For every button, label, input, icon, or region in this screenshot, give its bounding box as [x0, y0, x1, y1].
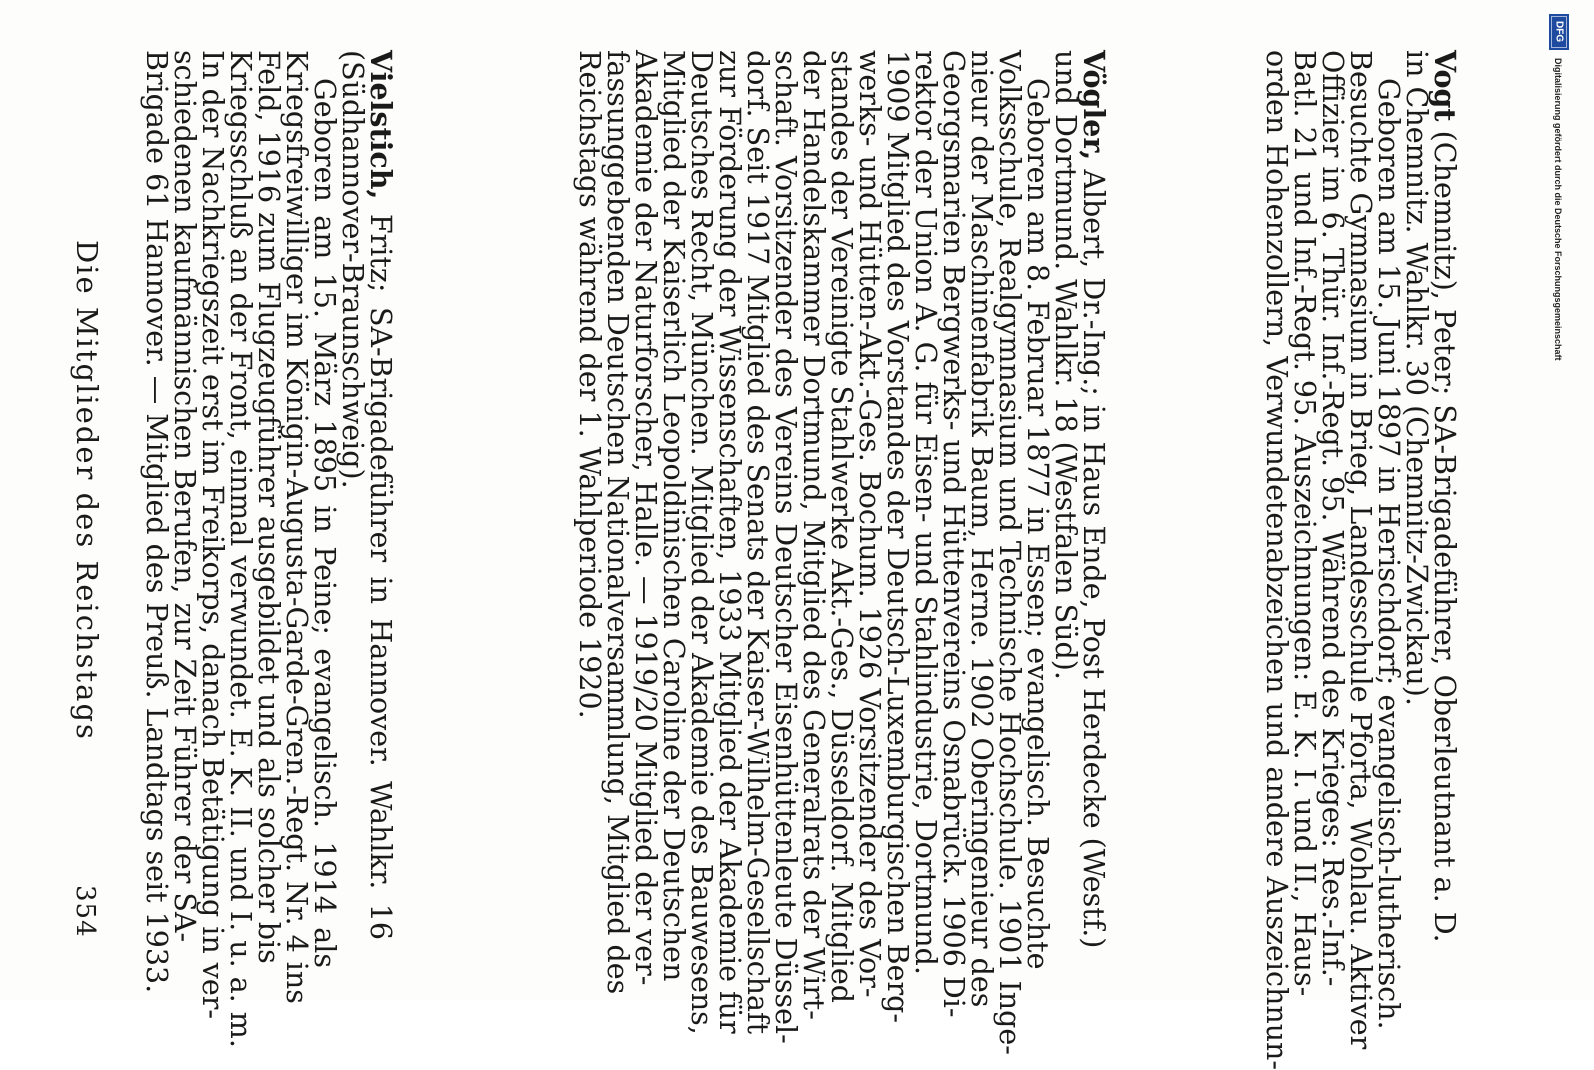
text-line: Geboren am 8. Februar 1877 in Essen; evangelisch. Besuchte: [1021, 78, 1054, 970]
text-line: 1909 Mitglied des Vorstandes der Deutsch-Luxemburgischen Berg-: [881, 50, 914, 1023]
entry-vielstich: [140, 50, 398, 1048]
text-line: Akademie der Naturforscher, Halle. — 1919/20 Mitglied der ver-: [629, 50, 662, 986]
entry-vogt: [1260, 50, 1462, 1070]
text-line: Besuchte Gymnasium in Brieg, Landesschule Pforta, Wohlau. Aktiver: [1344, 50, 1377, 1050]
text-line: Georgsmarien Bergwerks- und Hüttenvereins Osnabrück. 1906 Di-: [937, 50, 970, 1018]
member-name: Vielstich,: [364, 50, 398, 200]
text-line: Vögler, Albert, Dr.-Ing.; in Haus Ende, Post Herdecke (Westf.): [1077, 50, 1111, 949]
text-line: fassunggebenden Deutschen Nationalversammlung, Mitglied des: [601, 50, 634, 995]
text-line: zur Förderung der Wissenschaften, 1933 Mitglied der Akademie für: [713, 50, 746, 1034]
text-line: Offizier im 6. Thür. Inf.-Regt. 95. Während des Krieges: Res.-Inf.-: [1316, 50, 1349, 987]
text-line: Vogt (Chemnitz), Peter; SA-Brigadeführer, Oberleutnant a. D.: [1428, 50, 1462, 943]
digitization-note: Digitalisierung gefördert durch die Deutsche Forschungsgemeinschaft: [1553, 58, 1563, 361]
page-number: 354: [70, 885, 100, 938]
text-line: Geboren am 15. März 1895 in Peine; evangelisch. 1914 als: [308, 78, 341, 968]
member-name: Vögler,: [1077, 50, 1111, 161]
text-line: Brigade 61 Hannover. — Mitglied des Preuß. Landtags seit 1933.: [140, 50, 173, 994]
running-head: Die Mitglieder des Reichstags: [70, 240, 104, 741]
text-line: Vielstich, Fritz; SA-Brigadeführer in Hannover. Wahlkr. 16: [364, 50, 398, 940]
text-line: der Handelskammer Dortmund, Mitglied des Generalrats der Wirt-: [797, 50, 830, 1020]
text-line: schiedenen kaufmännischen Berufen, zur Zeit Führer der SA-: [168, 50, 201, 943]
text-line: in Chemnitz. Wahlkr. 30 (Chemnitz-Zwickau).: [1400, 50, 1433, 706]
text-line: Feld, 1916 zum Flugzeugführer ausgebildet und als solcher bis: [252, 50, 285, 964]
text-line: Batl. 21 und Inf.-Regt. 95. Auszeichnungen: E. K. I. und II., Haus-: [1288, 50, 1321, 997]
text-line: orden Hohenzollern, Verwundetenabzeichen und andere Auszeichnun-: [1260, 50, 1293, 1070]
text-line: Kriegsfreiwilliger im Königin-Augusta-Garde-Gren.-Regt. Nr. 4 ins: [280, 50, 313, 1004]
text-line: nieur der Maschinenfabrik Baum, Herne. 1902 Oberingenieur des: [965, 50, 998, 1008]
dfg-logo: DFG: [1549, 14, 1569, 50]
text-line: In der Nachkriegszeit erst im Freikorps, danach Betätigung in ver-: [196, 50, 229, 1019]
text-line: Volksschule, Realgymnasium und Technische Hochschule. 1901 Inge-: [993, 50, 1026, 1055]
text-line: Reichstags während der 1. Wahlperiode 1920.: [573, 50, 606, 719]
text-line: dorf. Seit 1917 Mitglied des Senats der Kaiser-Wilhelm-Gesellschaft: [741, 50, 774, 1035]
entry-voegler: [573, 50, 1111, 1055]
text-line: Kriegsschluß an der Front, einmal verwundet. E. K. II. und I. u. a. m.: [224, 50, 257, 1048]
member-name: Vogt: [1428, 50, 1462, 122]
text-line: Deutsches Recht, München. Mitglied der Akademie des Bauwesens,: [685, 50, 718, 1035]
text-line: und Dortmund. Wahlkr. 18 (Westfalen Süd).: [1049, 50, 1082, 680]
text-line: Mitglied der Kaiserlich Leopoldinischen Caroline der Deutschen: [657, 50, 690, 982]
text-line: werks- und Hütten-Akt.-Ges. Bochum. 1926 Vorsitzender des Vor-: [853, 50, 886, 998]
text-line: (Südhannover-Braunschweig).: [336, 50, 369, 489]
text-line: Geboren am 15. Juni 1897 in Herischdorf; evangelisch-lutherisch.: [1372, 78, 1405, 1030]
text-line: rektor der Union A. G. für Eisen- und Stahlindustrie, Dortmund.: [909, 50, 942, 975]
text-line: schaft. Vorsitzender des Vereins Deutscher Eisenhüttenleute Düssel-: [769, 50, 802, 1044]
text-line: standes der Vereinigte Stahlwerke Akt.-Ges., Düsseldorf. Mitglied: [825, 50, 858, 1003]
